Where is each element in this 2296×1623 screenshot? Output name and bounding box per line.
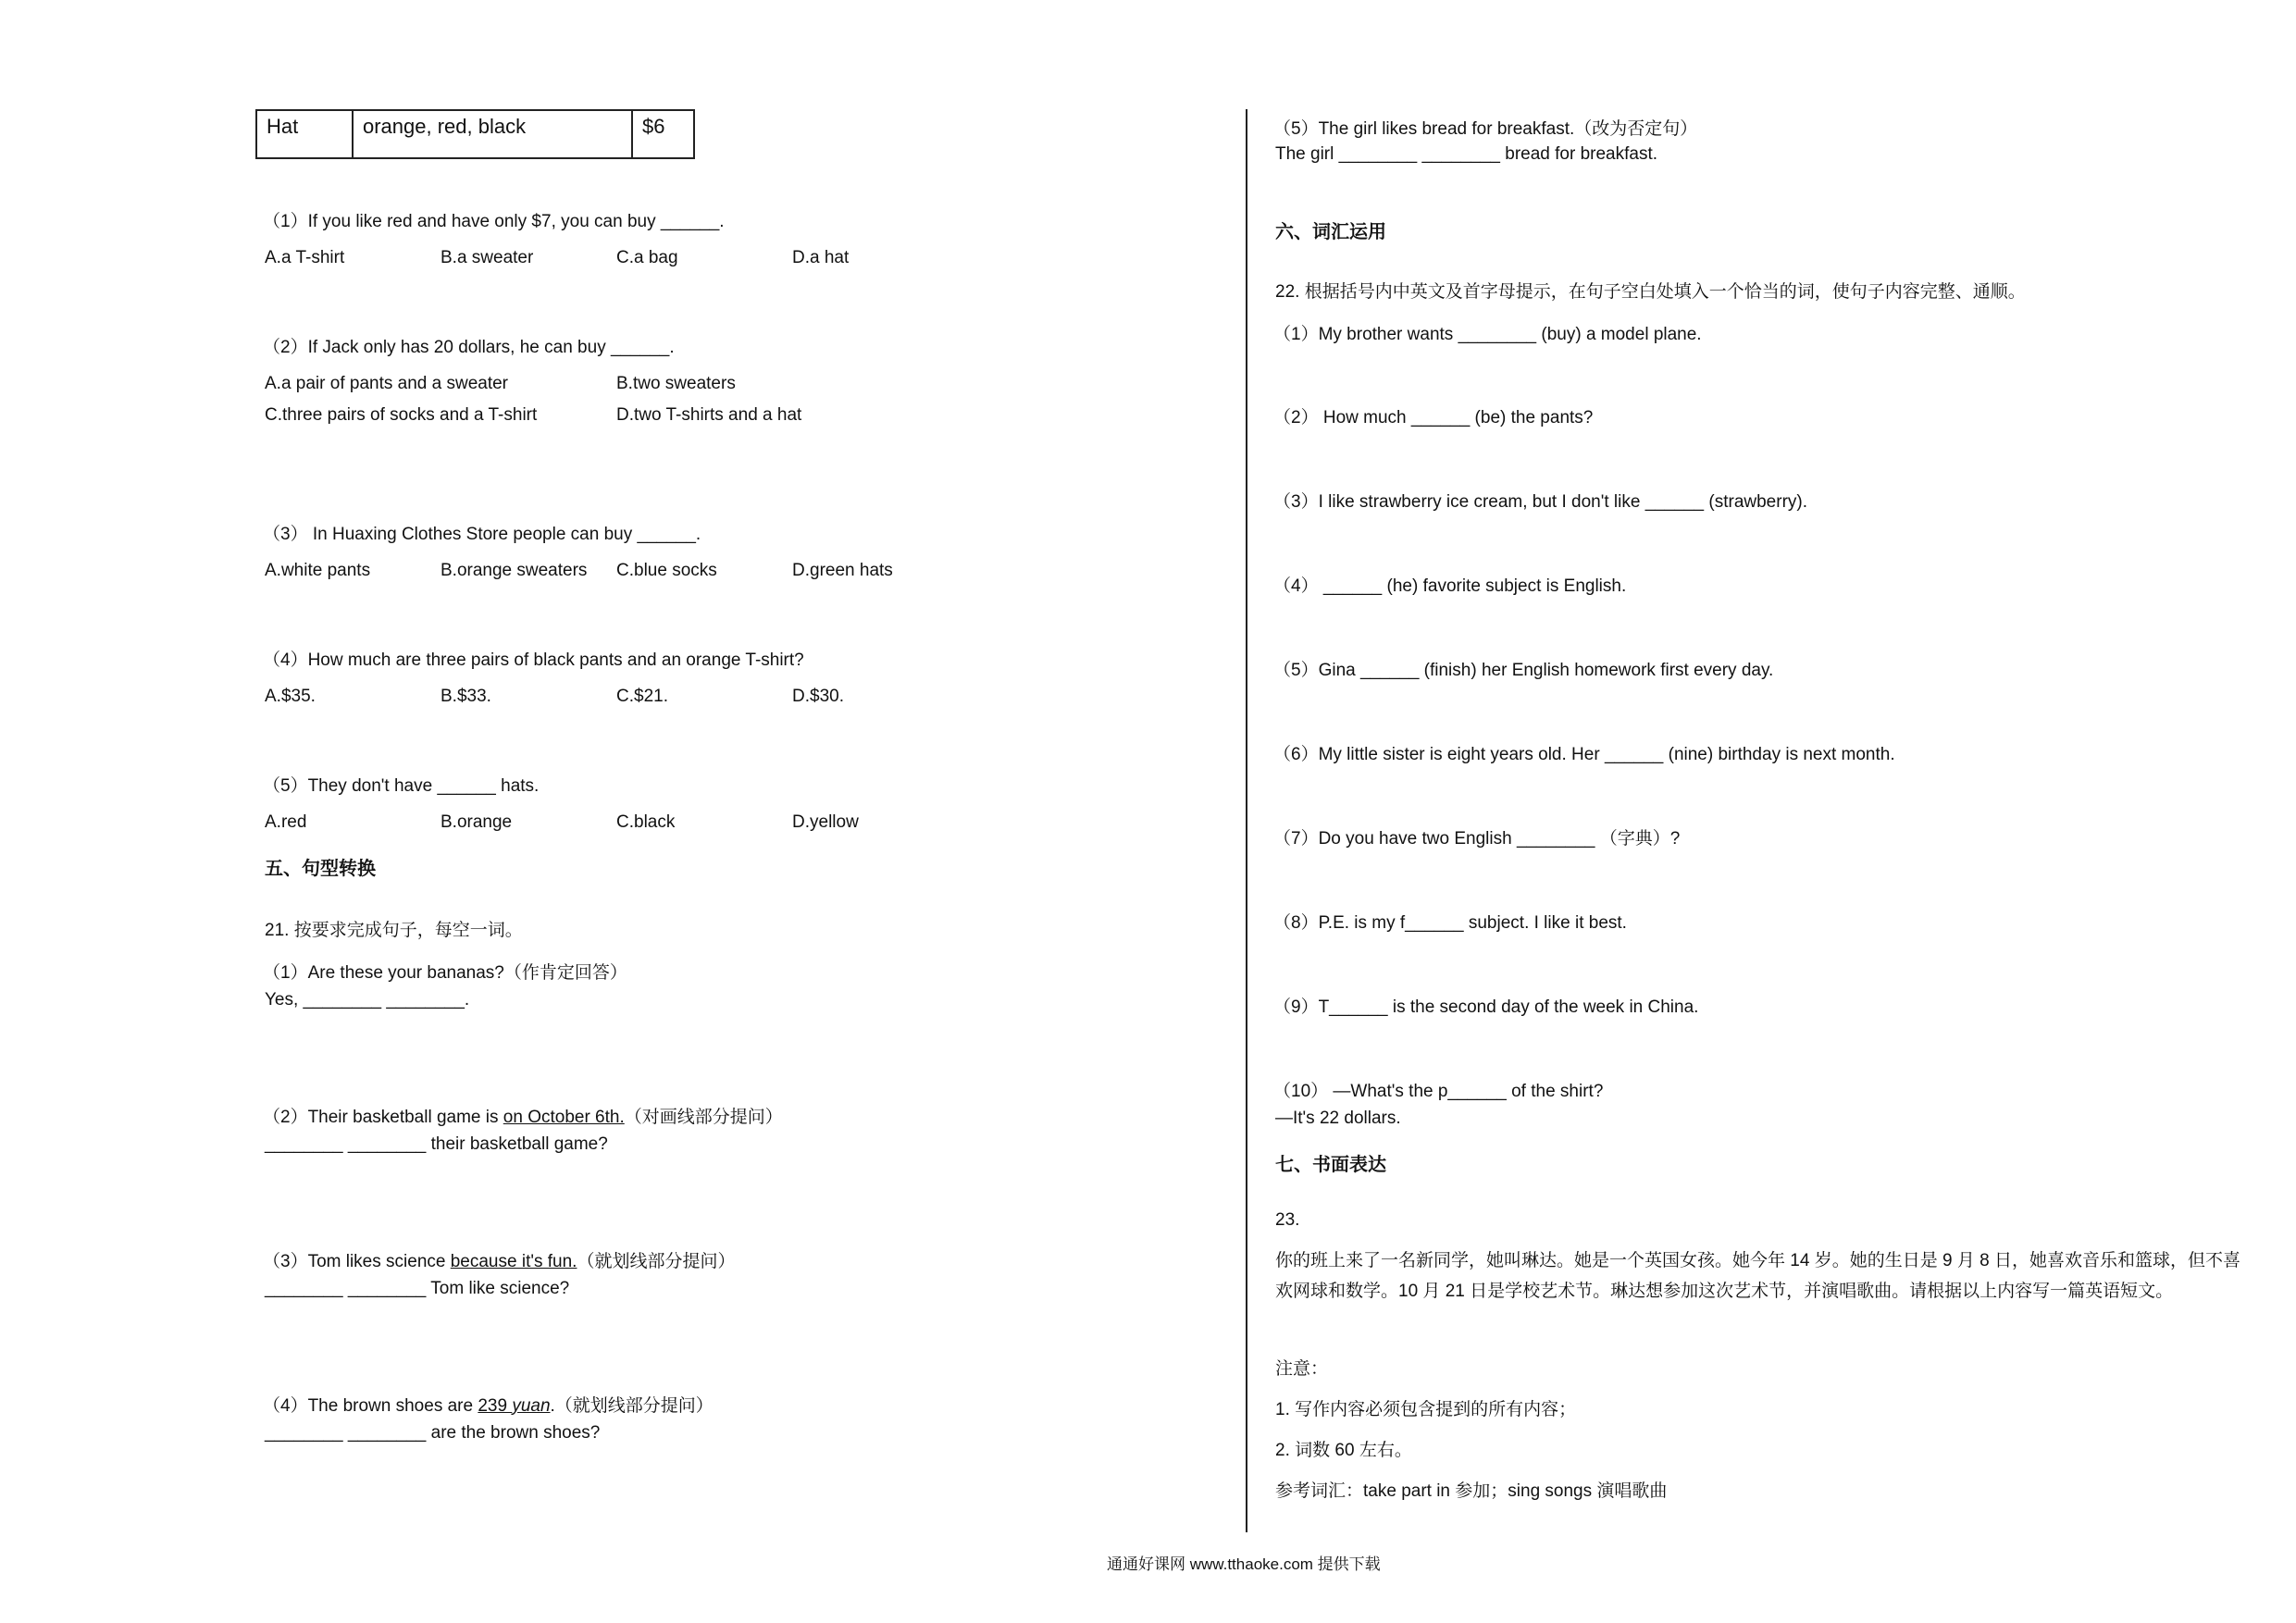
option-3d: D.green hats [792, 561, 893, 580]
vocab-item-8: （8）P.E. is my f______ subject. I like it best. [1273, 913, 1627, 933]
option-4a: A.$35. [265, 687, 316, 706]
option-2b: B.two sweaters [616, 374, 736, 393]
right-question-5: （5）The girl likes bread for breakfast.（改为否定句） [1273, 119, 1698, 139]
question-2: （2）If Jack only has 20 dollars, he can buy ______. [263, 338, 675, 357]
right-question-5-answer: The girl ________ ________ bread for breakfast. [1275, 144, 1658, 164]
table-cell-price: $6 [632, 110, 694, 158]
option-4c: C.$21. [616, 687, 668, 706]
question-4: （4）How much are three pairs of black pants and an orange T-shirt? [263, 650, 804, 670]
transform-2-instruction: （对画线部分提问） [624, 1108, 783, 1127]
price-table [255, 109, 695, 159]
transform-3 [263, 1247, 735, 1272]
transform-4 [263, 1392, 714, 1417]
table-row [256, 110, 694, 158]
transform-3-answer: ________ ________ Tom like science? [265, 1279, 570, 1298]
question-1: （1）If you like red and have only $7, you can buy ______. [263, 212, 725, 231]
vocab-item-5: （5）Gina ______ (finish) her English homework first every day. [1273, 661, 1774, 680]
transform-4-unit: yuan [512, 1396, 551, 1416]
question-23: 23. [1275, 1210, 1300, 1230]
essay-note: 注意： [1275, 1359, 1329, 1379]
vocab-item-9: （9）T______ is the second day of the week in China. [1273, 997, 1699, 1017]
section-7-title: 七、书面表达 [1275, 1155, 1386, 1175]
option-4d: D.$30. [792, 687, 844, 706]
option-5d: D.yellow [792, 812, 859, 832]
option-5c: C.black [616, 812, 676, 832]
transform-4-instruction: .（就划线部分提问） [550, 1396, 714, 1416]
option-1b: B.a sweater [441, 248, 534, 267]
option-2d: D.two T-shirts and a hat [616, 405, 802, 425]
section-6-title: 六、词汇运用 [1275, 222, 1386, 242]
table-cell-item: Hat [256, 110, 353, 158]
option-3b: B.orange sweaters [441, 561, 588, 580]
section-5-title: 五、句型转换 [265, 859, 376, 879]
transform-2-text: （2）Their basketball game is [263, 1108, 503, 1127]
option-5b: B.orange [441, 812, 513, 832]
transform-3-underlined: because it's fun. [450, 1252, 577, 1271]
transform-2 [263, 1103, 783, 1128]
option-2c: C.three pairs of socks and a T-shirt [265, 405, 538, 425]
question-22: 22. 根据括号内中英文及首字母提示，在句子空白处填入一个恰当的词，使句子内容完整、通顺。 [1275, 282, 2026, 302]
transform-3-text: （3）Tom likes science [263, 1252, 451, 1271]
option-4b: B.$33. [441, 687, 491, 706]
option-3c: C.blue socks [616, 561, 717, 580]
vocab-item-2: （2） How much ______ (be) the pants? [1273, 408, 1594, 427]
table-cell-colors: orange, red, black [353, 110, 632, 158]
transform-2-underlined: on October 6th. [503, 1108, 625, 1127]
question-21: 21. 按要求完成句子，每空一词。 [265, 921, 523, 940]
option-1c: C.a bag [616, 248, 678, 267]
vocab-item-7: （7）Do you have two English ________ （字典）? [1273, 829, 1681, 849]
vocab-item-1: （1）My brother wants ________ (buy) a model plane. [1273, 325, 1702, 344]
transform-3-instruction: （就划线部分提问） [577, 1252, 736, 1271]
transform-4-answer: ________ ________ are the brown shoes? [265, 1423, 601, 1443]
page-footer: 通通好课网 www.tthaoke.com 提供下载 [1107, 1555, 1381, 1573]
option-5a: A.red [265, 812, 307, 832]
transform-1: （1）Are these your bananas?（作肯定回答） [263, 963, 627, 983]
transform-1-answer: Yes, ________ ________. [265, 990, 470, 1010]
vocab-item-10: （10） —What's the p______ of the shirt? [1273, 1082, 1604, 1101]
essay-note-1: 1. 写作内容必须包含提到的所有内容； [1275, 1400, 1577, 1419]
essay-vocab: 参考词汇：take part in 参加；sing songs 演唱歌曲 [1275, 1481, 1668, 1501]
question-3: （3） In Huaxing Clothes Store people can buy ______. [263, 525, 701, 544]
transform-4-underlined [478, 1396, 550, 1416]
vocab-item-6: （6）My little sister is eight years old. Her ______ (nine) birthday is next month. [1273, 745, 1895, 764]
transform-2-answer: ________ ________ their basketball game? [265, 1134, 608, 1154]
essay-prompt: 你的班上来了一名新同学，她叫琳达。她是一个英国女孩。她今年 14 岁。她的生日是 9 月 8 日，她喜欢音乐和篮球，但不喜欢网球和数学。10 月 21 日是学校艺术节。琳达想参加这次艺术节，并演唱歌曲。请根据以上内容写一篇英语短文。 [1275, 1251, 2240, 1301]
transform-4-number: 239 [478, 1396, 513, 1416]
option-1a: A.a T-shirt [265, 248, 345, 267]
option-3a: A.white pants [265, 561, 371, 580]
vocab-item-3: （3）I like strawberry ice cream, but I don't like ______ (strawberry). [1273, 492, 1808, 512]
option-2a: A.a pair of pants and a sweater [265, 374, 508, 393]
question-5: （5）They don't have ______ hats. [263, 776, 540, 796]
essay-note-2: 2. 词数 60 左右。 [1275, 1441, 1412, 1460]
vocab-item-4: （4） ______ (he) favorite subject is English. [1273, 576, 1627, 596]
transform-4-text: （4）The brown shoes are [263, 1396, 478, 1416]
vocab-item-10-answer: —It's 22 dollars. [1275, 1109, 1401, 1128]
column-divider [1246, 109, 1247, 1532]
option-1d: D.a hat [792, 248, 850, 267]
